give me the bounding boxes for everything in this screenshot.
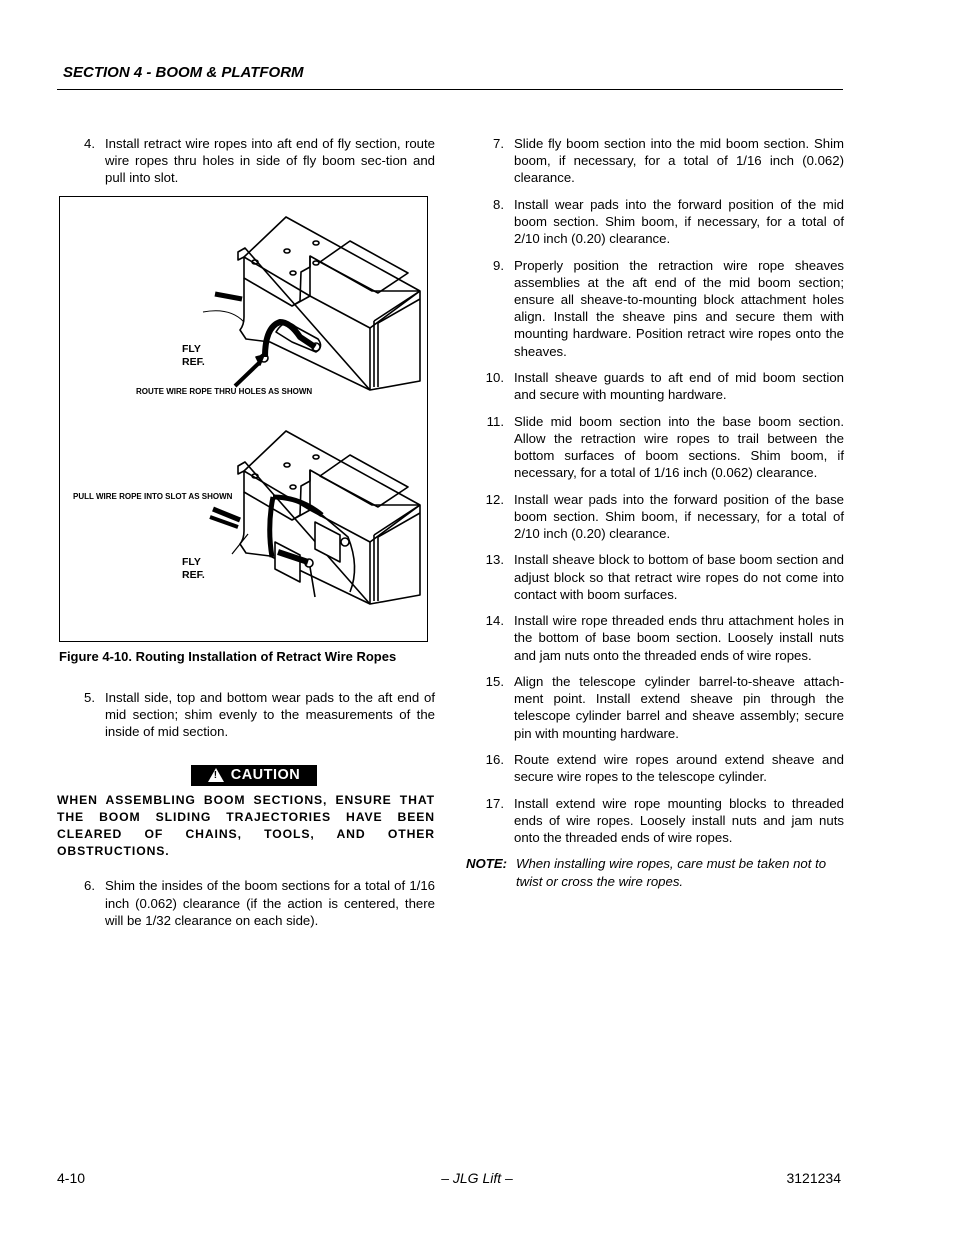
step-16 (466, 751, 844, 785)
route-wire-rope-callout: ROUTE WIRE ROPE THRU HOLES AS SHOWN (136, 386, 313, 396)
step-12 (466, 491, 844, 543)
step-9 (466, 257, 844, 360)
step-14 (466, 612, 844, 664)
step-text: Route extend wire ropes around extend sheave and secure wire ropes to the telescope cylinder. (514, 751, 844, 785)
step-number: 15. (485, 673, 504, 689)
step-number: 14. (485, 613, 504, 629)
right-steps-list (466, 135, 844, 846)
footer-publisher: – JLG Lift – (441, 1170, 513, 1186)
pull-wire-rope-callout: PULL WIRE ROPE INTO SLOT AS SHOWN (73, 491, 233, 501)
step-11 (466, 413, 844, 482)
step-text: Install retract wire ropes into aft end of fly section, route wire ropes thru holes in side of fly boom sec-tion and pull into slot. (105, 136, 435, 186)
step-number: 10. (485, 370, 504, 385)
step-text: Install side, top and bottom wear pads to the aft end of mid section; shim evenly to the measurements of the inside of mid section. (105, 690, 435, 740)
step-text: Install extend wire rope mounting blocks to threaded ends of wire ropes. Loosely install nuts and jam nuts onto the threaded ends of wire ropes. (514, 795, 844, 845)
fly-ref-label-top: FLY REF. (182, 342, 205, 368)
step-number: 4. (84, 136, 95, 151)
section-header: SECTION 4 - BOOM & PLATFORM (63, 64, 304, 81)
step-6 (57, 877, 435, 929)
step-number: 11. (486, 413, 504, 429)
step-text: Install sheave guards to aft end of mid boom section and secure with mounting hardware. (514, 370, 844, 403)
step-text: Slide fly boom section into the mid boom section. Shim boom, if necessary, for a total of 1/16 inch (0.062) clearance. (514, 136, 844, 186)
retract-wire-rope-illustration (60, 197, 429, 643)
caution-badge (191, 765, 317, 786)
page-number: 4-10 (57, 1170, 86, 1186)
left-column (57, 135, 435, 938)
step-17 (466, 795, 844, 847)
figure-caption: Figure 4-10. Routing Installation of Retract Wire Ropes (59, 648, 397, 664)
caution-text: WHEN ASSEMBLING BOOM SECTIONS, ENSURE THAT THE BOOM SLIDING TRAJECTORIES HAVE BEEN CLEARED OF CHAINS, TOOLS, AND OTHER OBSTRUCTIONS. (57, 792, 435, 859)
step-number: 8. (493, 196, 504, 212)
step-text: Align the telescope cylinder barrel-to-sheave attach-ment point. Install extend sheave pin through the telescope cylinder barrel and sheave assembly; secure pin with mounting hardware. (514, 673, 844, 741)
step-text: Install sheave block to bottom of base boom section and adjust block so that retract wire ropes do not come into contact with boom surfaces. (514, 552, 844, 602)
step-text: Install wear pads into the forward position of the base boom section. Shim boom, if necessary, for a total of 2/10 inch (0.20) clearance. (514, 491, 844, 541)
note-label: NOTE: (466, 856, 508, 872)
step-number: 6. (84, 878, 95, 894)
caution-block (57, 765, 435, 861)
step-15 (466, 673, 844, 742)
step-number: 17. (485, 795, 504, 811)
step-number: 5. (84, 690, 95, 705)
step-text: Shim the insides of the boom sections for a total of 1/16 inch (0.062) clearance (if the action is centered, there will be 1/32 clearance on each side). (105, 878, 435, 928)
caution-label: CAUTION (230, 766, 301, 783)
fly-ref-label-bottom: FLY REF. (182, 555, 205, 581)
step-number: 16. (485, 751, 504, 767)
step-text: Install wire rope threaded ends thru attachment holes in the bottom of base boom section. Loosely install nuts and jam nuts onto the threaded ends of wire ropes. (514, 613, 844, 663)
step-number: 7. (493, 136, 504, 151)
header-rule (57, 89, 843, 90)
figure-4-10 (59, 196, 428, 642)
document-number: 3121234 (786, 1170, 841, 1186)
step-text: Properly position the retraction wire rope sheaves assemblies at the aft end of the mid boom section; ensure all sheave-to-mounting block attachment holes align. Install the sheave pins and secure them with mounting hardware. Position retract wire ropes onto the sheaves. (514, 257, 844, 359)
note-text: When installing wire ropes, care must be taken not to twist or cross the wire ropes. (516, 856, 827, 889)
step-number: 9. (493, 257, 504, 273)
warning-triangle-icon: ! (208, 768, 224, 782)
step-13 (466, 551, 844, 603)
step-number: 13. (485, 552, 504, 568)
step-text: Slide mid boom section into the base boom section. Allow the retraction wire ropes to trail between the bottom surfaces of boom sections. Shim boom, if necessary, for a total of 1/16 inch (0.062) clearance. (514, 413, 844, 481)
step-10 (466, 369, 844, 403)
right-column (466, 135, 844, 890)
step-5 (57, 689, 435, 741)
step-text: Install wear pads into the forward position of the mid boom section. Shim boom, if necessary, for a total of 2/10 inch (0.20) clearance. (514, 196, 844, 247)
step-number: 12. (485, 491, 504, 507)
step-7 (466, 135, 844, 187)
step-4 (57, 135, 435, 187)
note-block (466, 855, 844, 889)
step-8 (466, 196, 844, 248)
